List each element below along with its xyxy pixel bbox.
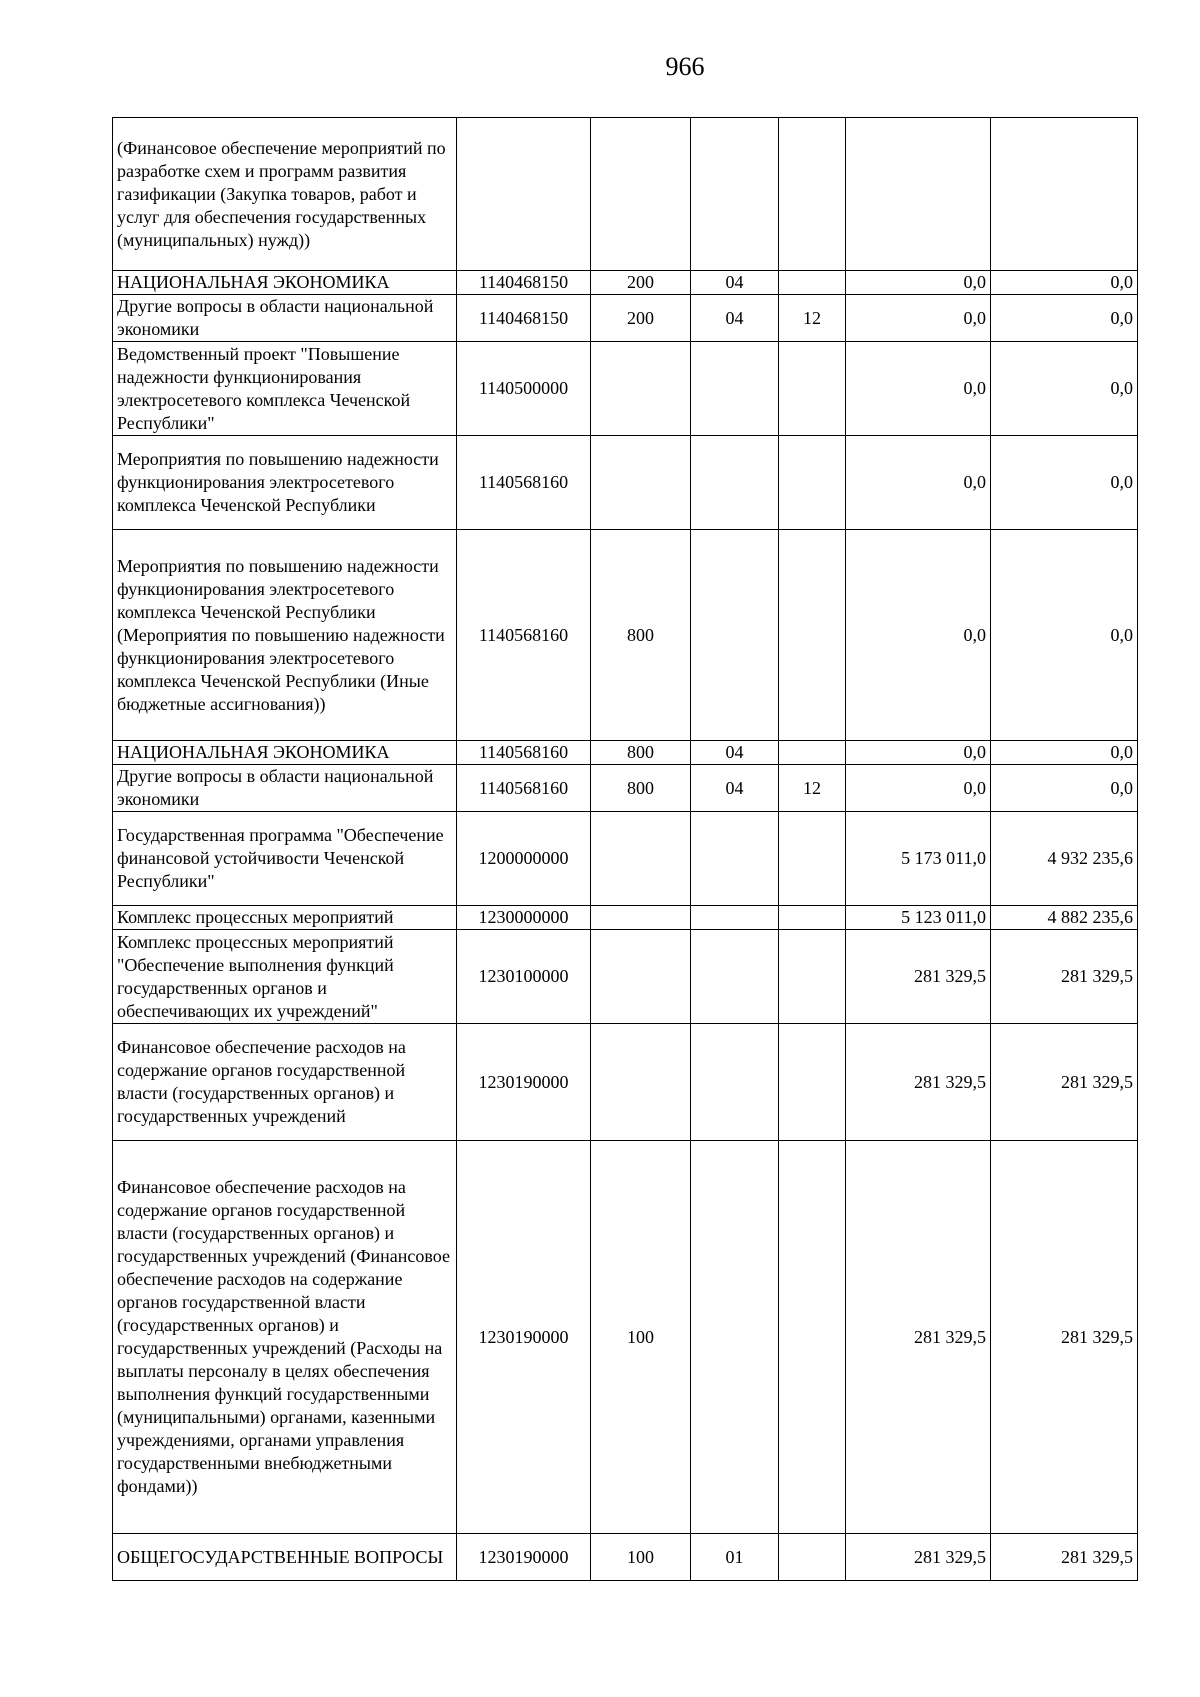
row-subsection bbox=[779, 530, 846, 741]
row-subsection bbox=[779, 741, 846, 765]
row-amount-1: 0,0 bbox=[846, 765, 991, 812]
row-expense-type: 800 bbox=[591, 530, 691, 741]
row-target-code: 1140568160 bbox=[457, 436, 591, 530]
row-name: Другие вопросы в области национальной экономики bbox=[113, 765, 457, 812]
row-amount-1 bbox=[846, 118, 991, 271]
row-section bbox=[691, 1141, 779, 1534]
row-section: 04 bbox=[691, 765, 779, 812]
row-expense-type bbox=[591, 436, 691, 530]
row-section bbox=[691, 906, 779, 930]
row-name: (Финансовое обеспечение мероприятий по разработке схем и программ развития газификации (Закупка товаров, работ и услуг для обеспечения государственных (муниципальных) нужд)) bbox=[113, 118, 457, 271]
row-target-code: 1230190000 bbox=[457, 1141, 591, 1534]
row-name: НАЦИОНАЛЬНАЯ ЭКОНОМИКА bbox=[113, 271, 457, 295]
row-section: 04 bbox=[691, 741, 779, 765]
table-row bbox=[113, 295, 1138, 342]
row-amount-1: 0,0 bbox=[846, 530, 991, 741]
row-subsection bbox=[779, 906, 846, 930]
row-amount-1: 5 173 011,0 bbox=[846, 812, 991, 906]
row-target-code: 1140568160 bbox=[457, 530, 591, 741]
row-amount-1: 281 329,5 bbox=[846, 1534, 991, 1581]
row-amount-1: 0,0 bbox=[846, 342, 991, 436]
table-row bbox=[113, 1024, 1138, 1141]
row-target-code: 1140500000 bbox=[457, 342, 591, 436]
row-amount-2 bbox=[991, 118, 1138, 271]
budget-table bbox=[112, 117, 1138, 1581]
row-amount-1: 281 329,5 bbox=[846, 1024, 991, 1141]
row-amount-2: 0,0 bbox=[991, 530, 1138, 741]
row-section bbox=[691, 930, 779, 1024]
row-name: ОБЩЕГОСУДАРСТВЕННЫЕ ВОПРОСЫ bbox=[113, 1534, 457, 1581]
row-target-code: 1140568160 bbox=[457, 765, 591, 812]
row-target-code: 1230000000 bbox=[457, 906, 591, 930]
row-amount-2: 4 882 235,6 bbox=[991, 906, 1138, 930]
row-subsection bbox=[779, 118, 846, 271]
row-expense-type: 100 bbox=[591, 1534, 691, 1581]
row-name: Ведомственный проект "Повышение надежности функционирования электросетевого комплекса Чеченской Республики" bbox=[113, 342, 457, 436]
row-name: НАЦИОНАЛЬНАЯ ЭКОНОМИКА bbox=[113, 741, 457, 765]
row-amount-1: 0,0 bbox=[846, 741, 991, 765]
table-row bbox=[113, 436, 1138, 530]
table-row bbox=[113, 765, 1138, 812]
row-expense-type: 800 bbox=[591, 741, 691, 765]
row-section: 04 bbox=[691, 271, 779, 295]
row-expense-type bbox=[591, 906, 691, 930]
row-section bbox=[691, 812, 779, 906]
row-section bbox=[691, 342, 779, 436]
row-name: Финансовое обеспечение расходов на содержание органов государственной власти (государственных органов) и государственных учреждений bbox=[113, 1024, 457, 1141]
row-expense-type bbox=[591, 118, 691, 271]
row-target-code: 1200000000 bbox=[457, 812, 591, 906]
row-expense-type bbox=[591, 812, 691, 906]
row-name: Государственная программа "Обеспечение финансовой устойчивости Чеченской Республики" bbox=[113, 812, 457, 906]
table-row bbox=[113, 342, 1138, 436]
row-target-code: 1230190000 bbox=[457, 1024, 591, 1141]
row-amount-2: 281 329,5 bbox=[991, 1024, 1138, 1141]
row-name: Другие вопросы в области национальной экономики bbox=[113, 295, 457, 342]
row-amount-1: 0,0 bbox=[846, 271, 991, 295]
row-amount-2: 0,0 bbox=[991, 271, 1138, 295]
row-expense-type bbox=[591, 1024, 691, 1141]
row-amount-1: 0,0 bbox=[846, 436, 991, 530]
row-amount-1: 281 329,5 bbox=[846, 1141, 991, 1534]
row-subsection: 12 bbox=[779, 295, 846, 342]
row-subsection bbox=[779, 271, 846, 295]
row-expense-type bbox=[591, 342, 691, 436]
row-amount-2: 0,0 bbox=[991, 295, 1138, 342]
row-target-code bbox=[457, 118, 591, 271]
row-subsection bbox=[779, 1024, 846, 1141]
row-name: Мероприятия по повышению надежности функционирования электросетевого комплекса Чеченской Республики (Мероприятия по повышению надежности функционирования электросетевого комплекса Чеченской Республики (Иные бюджетные ассигнования)) bbox=[113, 530, 457, 741]
row-target-code: 1140568160 bbox=[457, 741, 591, 765]
table-row bbox=[113, 118, 1138, 271]
row-subsection bbox=[779, 436, 846, 530]
row-expense-type: 200 bbox=[591, 295, 691, 342]
row-subsection: 12 bbox=[779, 765, 846, 812]
row-subsection bbox=[779, 1141, 846, 1534]
row-subsection bbox=[779, 342, 846, 436]
row-subsection bbox=[779, 812, 846, 906]
row-amount-2: 281 329,5 bbox=[991, 1534, 1138, 1581]
table-row bbox=[113, 812, 1138, 906]
table-row bbox=[113, 906, 1138, 930]
table-row bbox=[113, 271, 1138, 295]
row-amount-2: 0,0 bbox=[991, 342, 1138, 436]
page-number: 966 bbox=[665, 52, 705, 81]
row-amount-2: 4 932 235,6 bbox=[991, 812, 1138, 906]
table-row bbox=[113, 741, 1138, 765]
row-expense-type bbox=[591, 930, 691, 1024]
row-target-code: 1140468150 bbox=[457, 271, 591, 295]
row-amount-1: 281 329,5 bbox=[846, 930, 991, 1024]
row-section bbox=[691, 1024, 779, 1141]
row-amount-1: 5 123 011,0 bbox=[846, 906, 991, 930]
row-amount-2: 0,0 bbox=[991, 436, 1138, 530]
table-row bbox=[113, 530, 1138, 741]
row-name: Комплекс процессных мероприятий bbox=[113, 906, 457, 930]
row-expense-type: 100 bbox=[591, 1141, 691, 1534]
table-row bbox=[113, 1534, 1138, 1581]
row-section: 01 bbox=[691, 1534, 779, 1581]
row-amount-2: 281 329,5 bbox=[991, 1141, 1138, 1534]
row-target-code: 1140468150 bbox=[457, 295, 591, 342]
table-row bbox=[113, 1141, 1138, 1534]
row-section: 04 bbox=[691, 295, 779, 342]
row-name: Финансовое обеспечение расходов на содержание органов государственной власти (государственных органов) и государственных учреждений (Финансовое обеспечение расходов на содержание органов государственной власти (государственных органов) и государственных учреждений (Расходы на выплаты персоналу в целях обеспечения выполнения функций государственными (муниципальными) органами, казенными учреждениями, органами управления государственными внебюджетными фондами)) bbox=[113, 1141, 457, 1534]
row-section bbox=[691, 118, 779, 271]
row-expense-type: 200 bbox=[591, 271, 691, 295]
row-section bbox=[691, 436, 779, 530]
row-amount-1: 0,0 bbox=[846, 295, 991, 342]
row-name: Мероприятия по повышению надежности функционирования электросетевого комплекса Чеченской Республики bbox=[113, 436, 457, 530]
row-amount-2: 0,0 bbox=[991, 765, 1138, 812]
row-subsection bbox=[779, 1534, 846, 1581]
row-subsection bbox=[779, 930, 846, 1024]
table-row bbox=[113, 930, 1138, 1024]
row-target-code: 1230190000 bbox=[457, 1534, 591, 1581]
row-amount-2: 0,0 bbox=[991, 741, 1138, 765]
row-section bbox=[691, 530, 779, 741]
row-expense-type: 800 bbox=[591, 765, 691, 812]
row-target-code: 1230100000 bbox=[457, 930, 591, 1024]
row-amount-2: 281 329,5 bbox=[991, 930, 1138, 1024]
row-name: Комплекс процессных мероприятий "Обеспечение выполнения функций государственных органов и обеспечивающих их учреждений" bbox=[113, 930, 457, 1024]
